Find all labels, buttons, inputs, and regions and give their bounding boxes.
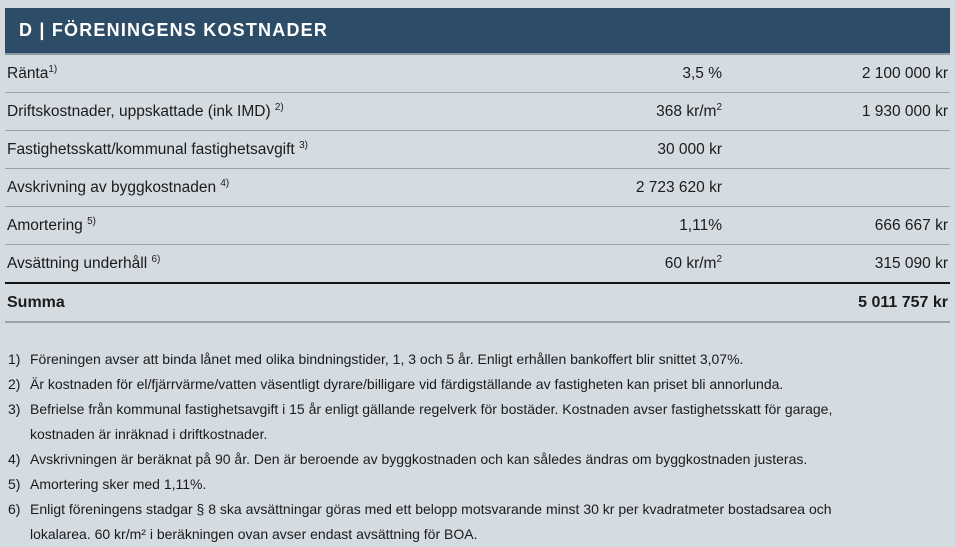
table-row-amortering xyxy=(5,207,950,245)
footnote-number: 5) xyxy=(8,476,21,492)
row-amount: 315 090 kr xyxy=(874,254,948,272)
footnote-marker: 5) xyxy=(87,215,96,227)
footnote-marker: 3) xyxy=(299,139,308,151)
table-row-driftskostnader xyxy=(5,93,950,131)
row-unit-value: 1,11% xyxy=(679,216,722,234)
footnote-text: Är kostnaden för el/fjärrvärme/vatten väsentligt dyrare/billigare vid färdigställande av fastigheten kan priset bli annorlunda. xyxy=(30,376,784,392)
row-label: Driftskostnader, uppskattade (ink IMD) $^{2)}$ xyxy=(7,101,284,120)
row-label: Ränta$^{1)}$ xyxy=(7,63,58,82)
footnote-marker: 2) xyxy=(274,101,284,113)
summary-amount: 5 011 757 kr xyxy=(858,293,948,311)
section-header xyxy=(5,8,950,55)
table-row-avsattning xyxy=(5,245,950,284)
footnote-number: 6) xyxy=(8,501,21,517)
row-label: Avskrivning av byggkostnaden $^{4)}$ xyxy=(7,177,230,196)
footnote-marker: 4) xyxy=(220,177,230,189)
footnote-4 xyxy=(8,447,950,472)
section-title: D | FÖRENINGENS KOSTNADER xyxy=(19,20,329,40)
footnote-text-continued: lokalarea. 60 kr/m² i beräkningen ovan avser endast avsättning för BOA. xyxy=(30,526,478,542)
footnote-number: 1) xyxy=(8,351,21,367)
row-unit-value: 368 $kr/m^2$ xyxy=(656,101,722,120)
row-amount: 2 100 000 kr xyxy=(861,64,948,82)
footnotes xyxy=(5,347,950,547)
footnote-text-continued: kostnaden är inräknad i driftkostnader. xyxy=(30,426,268,442)
footnote-6 xyxy=(8,497,950,547)
footnote-text: Avskrivningen är beräknat på 90 år. Den är beroende av byggkostnaden och kan således ändras om byggkostnaden justeras. xyxy=(30,451,808,467)
table-row-ranta xyxy=(5,55,950,93)
footnote-text: Befrielse från kommunal fastighetsavgift i 15 år enligt gällande regelverk för bostäder. Kostnaden avser fastighetsskatt för garage, xyxy=(30,401,833,417)
costs-table xyxy=(5,55,950,323)
row-amount: 666 667 kr xyxy=(874,216,948,234)
row-unit-value: 30 000 kr xyxy=(657,140,722,158)
footnote-3 xyxy=(8,397,950,447)
footnote-number: 4) xyxy=(8,451,21,467)
footnote-text: Enligt föreningens stadgar § 8 ska avsättningar göras med ett belopp motsvarande minst 30 kr per kvadratmeter bostadsarea och xyxy=(30,501,832,517)
row-unit-value: 60 $kr/m^2$ xyxy=(664,253,722,272)
row-unit-value: 2 723 620 kr xyxy=(635,178,722,196)
footnote-5 xyxy=(8,472,950,497)
summary-row xyxy=(5,284,950,323)
row-label: Avsättning underhåll $^{6)}$ xyxy=(7,253,161,272)
footnote-2 xyxy=(8,372,950,397)
footnote-marker: 1) xyxy=(48,63,58,75)
footnote-number: 3) xyxy=(8,401,21,417)
row-label: Amortering $^{5)}$ xyxy=(7,215,96,234)
footnote-1 xyxy=(8,347,950,372)
summary-label: Summa xyxy=(7,293,65,311)
footnote-marker: 6) xyxy=(151,253,161,265)
row-label: Fastighetsskatt/kommunal fastighetsavgift $^{3)}$ xyxy=(7,139,308,158)
footnote-text: Föreningen avser att binda lånet med olika bindningstider, 1, 3 och 5 år. Enligt erhållen bankoffert blir snittet 3,07%. xyxy=(30,351,744,367)
row-amount: 1 930 000 kr xyxy=(861,102,948,120)
table-row-fastighetsskatt xyxy=(5,131,950,169)
footnote-text: Amortering sker med 1,11%. xyxy=(30,476,207,492)
footnote-number: 2) xyxy=(8,376,21,392)
table-row-avskrivning xyxy=(5,169,950,207)
row-unit-value: 3,5 % xyxy=(682,64,722,82)
